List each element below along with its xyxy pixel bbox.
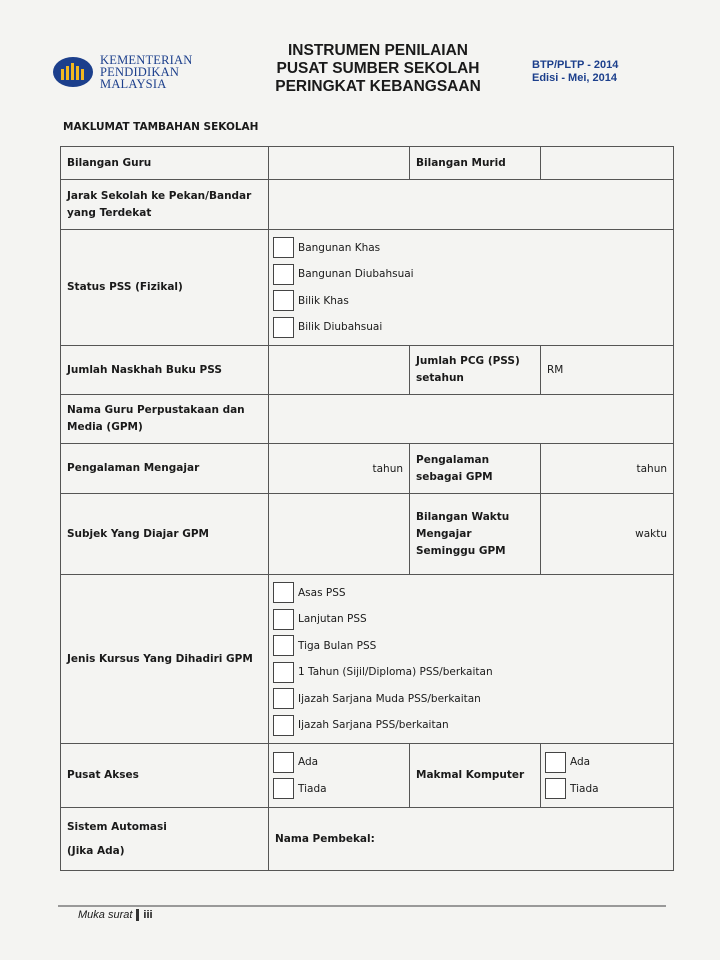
jenis-kursus-options <box>269 575 674 744</box>
input-bilangan-guru[interactable] <box>269 147 410 180</box>
label-jenis-kursus: Jenis Kursus Yang Dihadiri GPM <box>61 575 269 744</box>
page-footer <box>78 909 153 921</box>
table-row <box>61 494 674 575</box>
option-pusat-akses-ada[interactable] <box>275 749 403 776</box>
table-row <box>61 346 674 395</box>
label-bilangan-guru: Bilangan Guru <box>61 147 269 180</box>
label-nama-pembekal: Nama Pembekal: <box>275 832 375 845</box>
school-info-table <box>60 146 674 871</box>
input-jumlah-naskhah[interactable] <box>269 346 410 395</box>
option-label: Ada <box>298 756 319 769</box>
input-bilangan-murid[interactable] <box>541 147 674 180</box>
option-label: Lanjutan PSS <box>298 613 367 626</box>
label-nama-guru: Nama Guru Perpustakaan dan Media (GPM) <box>61 395 269 444</box>
input-bilangan-waktu[interactable] <box>541 494 674 575</box>
option-label: Bilik Khas <box>298 294 349 307</box>
page-number: iii <box>143 909 153 921</box>
ministry-logo <box>52 54 222 90</box>
input-nama-guru[interactable] <box>269 395 674 444</box>
option-1-tahun[interactable] <box>275 659 667 686</box>
label-sistem-automasi <box>61 808 269 871</box>
unit-waktu: waktu <box>635 528 667 540</box>
table-row <box>61 230 674 346</box>
table-row <box>61 575 674 744</box>
checkbox[interactable] <box>273 264 294 285</box>
option-label: Bangunan Khas <box>298 241 381 254</box>
option-label: Ijazah Sarjana PSS/berkaitan <box>298 719 449 732</box>
ministry-emblem-icon <box>52 56 94 88</box>
option-label: Tiga Bulan PSS <box>298 639 377 652</box>
table-row <box>61 808 674 871</box>
checkbox[interactable] <box>273 635 294 656</box>
option-label: Ijazah Sarjana Muda PSS/berkaitan <box>298 692 481 705</box>
input-jarak[interactable] <box>269 180 674 230</box>
title-line-1: INSTRUMEN PENILAIAN <box>288 42 468 59</box>
label-subjek: Subjek Yang Diajar GPM <box>61 494 269 575</box>
option-label: 1 Tahun (Sijil/Diploma) PSS/berkaitan <box>298 666 493 679</box>
option-label: Bangunan Diubahsuai <box>298 268 414 281</box>
input-nama-pembekal[interactable] <box>269 808 674 871</box>
option-asas-pss[interactable] <box>275 580 667 607</box>
option-label: Tiada <box>298 782 327 795</box>
label-jarak: Jarak Sekolah ke Pekan/Bandar yang Terdekat <box>61 180 269 230</box>
sistem-automasi-note: (Jika Ada) <box>67 844 125 857</box>
table-row <box>61 180 674 230</box>
option-makmal-ada[interactable] <box>547 749 667 776</box>
checkbox[interactable] <box>273 237 294 258</box>
logo-line-3: MALAYSIA <box>100 77 167 91</box>
label-bilangan-waktu: Bilangan Waktu Mengajar Seminggu GPM <box>410 494 541 575</box>
label-bilangan-murid: Bilangan Murid <box>410 147 541 180</box>
checkbox[interactable] <box>273 778 294 799</box>
logo-line-2: PENDIDIKAN <box>100 65 180 79</box>
option-bangunan-khas[interactable] <box>275 235 667 262</box>
option-bilik-diubahsuai[interactable] <box>275 314 667 341</box>
footer-separator <box>136 909 139 921</box>
footer-divider <box>58 905 666 907</box>
status-pss-options <box>269 230 674 346</box>
label-jumlah-pcg: Jumlah PCG (PSS) setahun <box>410 346 541 395</box>
label-status-pss: Status PSS (Fizikal) <box>61 230 269 346</box>
table-row <box>61 744 674 808</box>
option-tiga-bulan-pss[interactable] <box>275 633 667 660</box>
logo-line-1: KEMENTERIAN <box>100 53 193 67</box>
option-pusat-akses-tiada[interactable] <box>275 776 403 803</box>
option-label: Asas PSS <box>298 586 346 599</box>
edition-info <box>532 59 618 85</box>
title-line-2: PUSAT SUMBER SEKOLAH <box>276 60 480 77</box>
option-label: Tiada <box>570 782 599 795</box>
edition-date: Edisi - Mei, 2014 <box>532 72 617 84</box>
table-row <box>61 444 674 494</box>
option-makmal-tiada[interactable] <box>547 776 667 803</box>
table-row <box>61 395 674 444</box>
option-ijazah-sarjana-muda[interactable] <box>275 686 667 713</box>
label-pengalaman-mengajar: Pengalaman Mengajar <box>61 444 269 494</box>
checkbox[interactable] <box>273 662 294 683</box>
sistem-automasi-title: Sistem Automasi <box>67 820 167 833</box>
pusat-akses-options <box>269 744 410 808</box>
option-ijazah-sarjana[interactable] <box>275 712 667 739</box>
option-label: Bilik Diubahsuai <box>298 321 383 334</box>
title-line-3: PERINGKAT KEBANGSAAN <box>275 78 481 95</box>
input-pengalaman-mengajar[interactable] <box>269 444 410 494</box>
currency-label: RM <box>547 364 564 376</box>
edition-code: BTP/PLTP - 2014 <box>532 59 619 71</box>
checkbox[interactable] <box>273 317 294 338</box>
section-title: MAKLUMAT TAMBAHAN SEKOLAH <box>63 121 259 133</box>
option-label: Ada <box>570 756 591 769</box>
input-subjek[interactable] <box>269 494 410 575</box>
checkbox[interactable] <box>273 290 294 311</box>
checkbox[interactable] <box>273 715 294 736</box>
label-pusat-akses: Pusat Akses <box>61 744 269 808</box>
document-title <box>248 42 508 96</box>
checkbox[interactable] <box>545 752 566 773</box>
checkbox[interactable] <box>545 778 566 799</box>
table-row <box>61 147 674 180</box>
label-makmal-komputer: Makmal Komputer <box>410 744 541 808</box>
option-lanjutan-pss[interactable] <box>275 606 667 633</box>
option-bilik-khas[interactable] <box>275 288 667 315</box>
checkbox[interactable] <box>273 609 294 630</box>
checkbox[interactable] <box>273 752 294 773</box>
checkbox[interactable] <box>273 582 294 603</box>
footer-label: Muka surat <box>78 909 133 921</box>
input-jumlah-pcg[interactable] <box>541 346 674 395</box>
label-pengalaman-gpm: Pengalaman sebagai GPM <box>410 444 541 494</box>
checkbox[interactable] <box>273 688 294 709</box>
label-jumlah-naskhah: Jumlah Naskhah Buku PSS <box>61 346 269 395</box>
input-pengalaman-gpm[interactable] <box>541 444 674 494</box>
unit-tahun: tahun <box>372 462 403 475</box>
unit-tahun: tahun <box>636 462 667 475</box>
makmal-komputer-options <box>541 744 674 808</box>
option-bangunan-diubahsuai[interactable] <box>275 261 667 288</box>
